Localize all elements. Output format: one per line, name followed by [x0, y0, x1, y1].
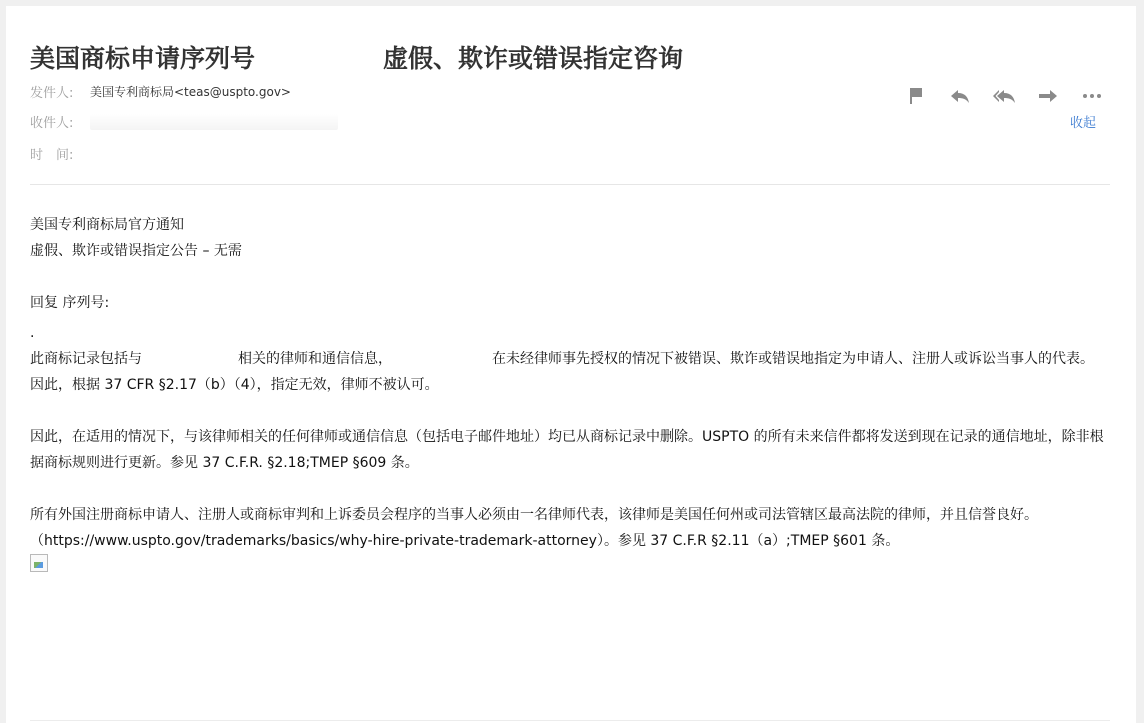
p1-part-b: 相关的律师和通信信息， [238, 351, 392, 367]
redacted-recipient [90, 114, 338, 130]
forward-icon [1038, 88, 1058, 104]
to-label: 收件人: [30, 116, 74, 131]
email-body [30, 212, 1112, 574]
email-toolbar [902, 82, 1106, 110]
collapse-link[interactable]: 收起 [1069, 116, 1096, 131]
to-row [30, 112, 338, 131]
flag-icon [908, 87, 924, 105]
broken-image [30, 554, 1112, 574]
time-label: 时 间: [30, 148, 74, 163]
email-subject [30, 36, 683, 78]
forward-button[interactable] [1034, 82, 1062, 110]
from-value[interactable]: 美国专利商标局<teas@uspto.gov> [90, 85, 291, 99]
subject-prefix: 美国商标申请序列号 [30, 44, 256, 73]
more-icon [1082, 93, 1102, 99]
subject-suffix: 虚假、欺诈或错误指定咨询 [383, 44, 684, 73]
redacted-name [142, 351, 238, 367]
body-paragraph-3: 所有外国注册商标申请人、注册人或商标审判和上诉委员会程序的当事人必须由一名律师代表，该律师是美国任何州或司法管辖区最高法院的律师，并且信誉良好。（https://www.uspto.gov/trademarks/basics/why-hire-private-trademark-attorney）。参见 37 C.F.R §2.11（a）;TMEP §601 条。 [30, 507, 1038, 549]
from-label: 发件人: [30, 86, 74, 101]
body-line-announcement: 虚假、欺诈或错误指定公告 – 无需 [30, 243, 242, 259]
from-row [30, 82, 291, 101]
body-paragraph-2: 因此，在适用的情况下，与该律师相关的任何律师或通信信息（包括电子邮件地址）均已从商标记录中删除。USPTO 的所有未来信件都将发送到现在记录的通信地址，除非根据商标规则进行更新。参见 37 C.F.R. §2.18;TMEP §609 条。 [30, 429, 1104, 471]
body-paragraph-1 [30, 346, 1112, 398]
header-divider [30, 184, 1110, 185]
redacted-serial [255, 42, 383, 72]
body-line-notice: 美国专利商标局官方通知 [30, 217, 184, 233]
reply-all-button[interactable] [990, 82, 1018, 110]
reply-all-icon [993, 88, 1015, 104]
time-row [30, 144, 90, 163]
broken-image-icon [30, 554, 48, 572]
reply-icon [950, 88, 970, 104]
more-button[interactable] [1078, 82, 1106, 110]
footer-divider [30, 720, 1110, 721]
flag-button[interactable] [902, 82, 930, 110]
body-dot: · [30, 329, 35, 345]
email-reader-panel [6, 6, 1136, 723]
body-reply-serial: 回复 序列号: [30, 295, 110, 311]
p1-part-a: 此商标记录包括与 [30, 351, 142, 367]
p1-part-c: 在未经律师事先授权的情况下被错误、欺诈或错误地指定为申请人、注册人或诉讼当事人的代表。 因此，根据 37 CFR §2.17（b）（4），指定无效，律师不被认可。 [30, 351, 1094, 393]
redacted-attorney [392, 351, 492, 367]
reply-button[interactable] [946, 82, 974, 110]
